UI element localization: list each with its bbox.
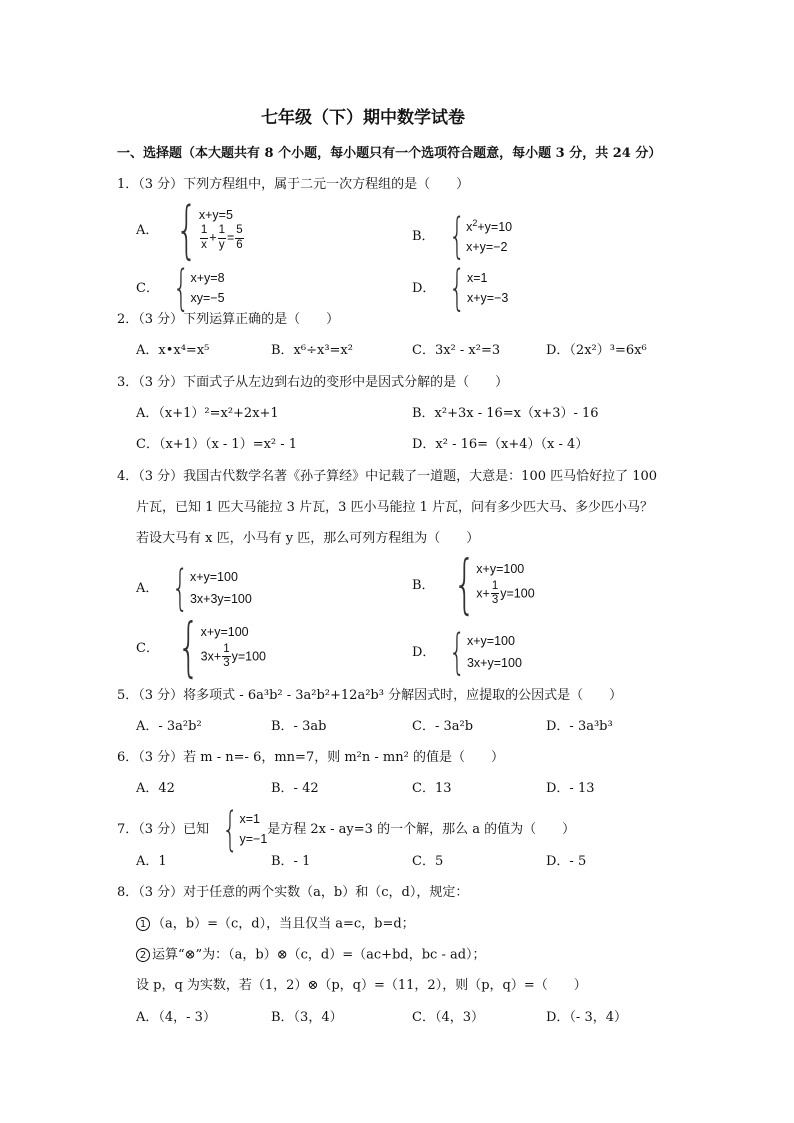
q3-option-c: C．（x+1）（x - 1）=x² - 1 [136,437,298,452]
brace-icon: { [449,260,466,316]
q8-rule-1: 1 （a，b）=（c，d），当且仅当 a=c，b=d； [136,917,415,931]
brace-icon: { [222,802,239,856]
q8-option-d: D．（- 3，4） [546,1010,627,1025]
q3-option-a: A．（x+1）²=x²+2x+1 [136,406,279,421]
q1-option-a [136,193,245,266]
question-5-stem: 5．（3 分）将多项式 - 6a³b² - 3a²b²+12a²b³ 分解因式时，应提取的公因式是（ ） [117,688,623,703]
q1-option-d: D． { x=1 x+y=−3 [412,260,509,316]
brace-icon: { [172,560,189,616]
brace-icon: { [177,611,200,685]
q5-option-c: C．- 3a²b [412,719,474,734]
q3-option-b: B．x²+3x - 16=x（x+3）- 16 [412,406,599,421]
q3-option-d: D．x² - 16=（x+4）（x - 4） [412,437,589,452]
page-title: 七年级（下）期中数学试卷 [261,108,465,128]
question-4-stem-line1: 4．（3 分）我国古代数学名著《孙子算经》中记载了一道题，大意是：100 匹马恰好拉了 100 [117,469,658,484]
q6-option-d: D．- 13 [546,781,595,796]
brace-icon: { [452,548,476,622]
circled-number-icon: 1 [136,917,150,931]
q7-option-b: B．- 1 [271,854,311,869]
q6-option-c: C．13 [412,781,452,796]
q6-option-b: B．- 42 [271,781,319,796]
q2-option-c: C．3x² - x²=3 [412,343,501,358]
question-4-stem-line3: 若设大马有 x 匹，小马有 y 匹，那么可列方程组为（ ） [136,531,480,546]
q7-option-c: C．5 [412,854,444,869]
q6-option-a: A．42 [136,781,175,796]
brace-icon: { [448,208,466,264]
question-2-stem: 2．（3 分）下列运算正确的是（ ） [117,312,340,327]
section-heading: 一、选择题（本大题共有 8 个小题，每小题只有一个选项符合题意，每小题 3 分，共 24 分） [117,146,662,161]
brace-icon: { [172,260,190,316]
q1-option-b: B． { $x^2+y=10$ x+y=−2 [412,208,513,264]
circled-number-icon: 2 [136,948,150,962]
q8-option-c: C．（4，3） [412,1010,484,1025]
question-1-stem: 1．（3 分）下列方程组中，属于二元一次方程组的是（ ） [117,177,470,192]
q2-option-d: D．（2x²）³=6x⁶ [546,343,647,358]
q5-option-b: B．- 3ab [271,719,327,734]
q7-option-d: D．- 5 [546,854,587,869]
question-8-stem: 8．（3 分）对于任意的两个实数（a，b）和（c，d），规定： [117,885,469,900]
q8-stem-line3: 设 p，q 为实数，若（1，2）⊗（p，q）=（11，2），则（p，q）=（ ） [136,978,587,993]
equation-system: A． { x+y=5 $\frac{1}{x}$ + $\frac{1}{y}$ = $\frac{5}{6}$ [136,193,243,266]
brace-icon: { [449,624,466,680]
q2-option-a: A．x•x⁴=x⁵ [136,343,210,358]
question-3-stem: 3．（3 分）下面式子从左边到右边的变形中是因式分解的是（ ） [117,375,509,390]
q5-option-d: D．- 3a³b³ [546,719,613,734]
q1-option-c: C． { x+y=8 xy=−5 [136,260,225,316]
question-7-stem: 7．（3 分）已知 { x=1 y=−1 是方程 2x - ay=3 的一个解，那么 a 的值为（ ） [117,802,576,856]
q5-option-a: A．- 3a²b² [136,719,202,734]
q8-option-b: B．（3，4） [271,1010,343,1025]
q4-option-b: B． { x+y=100 x+ $\frac{1}{3}$ y=100 [412,548,535,622]
q4-option-a: A． { x+y=100 3x+3y=100 [136,560,252,616]
q7-option-a: A．1 [136,854,167,869]
q4-option-d: D． { x+y=100 3x+y=100 [412,624,522,680]
q4-option-c: C． { x+y=100 3x+ $\frac{1}{3}$ y=100 [136,611,266,685]
q8-option-a: A．（4，- 3） [136,1010,216,1025]
question-6-stem: 6．（3 分）若 m - n=- 6，mn=7，则 m²n - mn² 的值是（ ） [117,750,504,765]
q2-option-b: B．x⁶÷x³=x² [271,343,353,358]
q8-rule-2: 2 运算“⊗”为：（a，b）⊗（c，d）=（ac+bd，bc - ad）； [136,948,486,962]
brace-icon: { [176,193,198,266]
question-4-stem-line2: 片瓦，已知 1 匹大马能拉 3 片瓦，3 匹小马能拉 1 片瓦，问有多少匹大马、多少匹小马？ [136,500,654,515]
